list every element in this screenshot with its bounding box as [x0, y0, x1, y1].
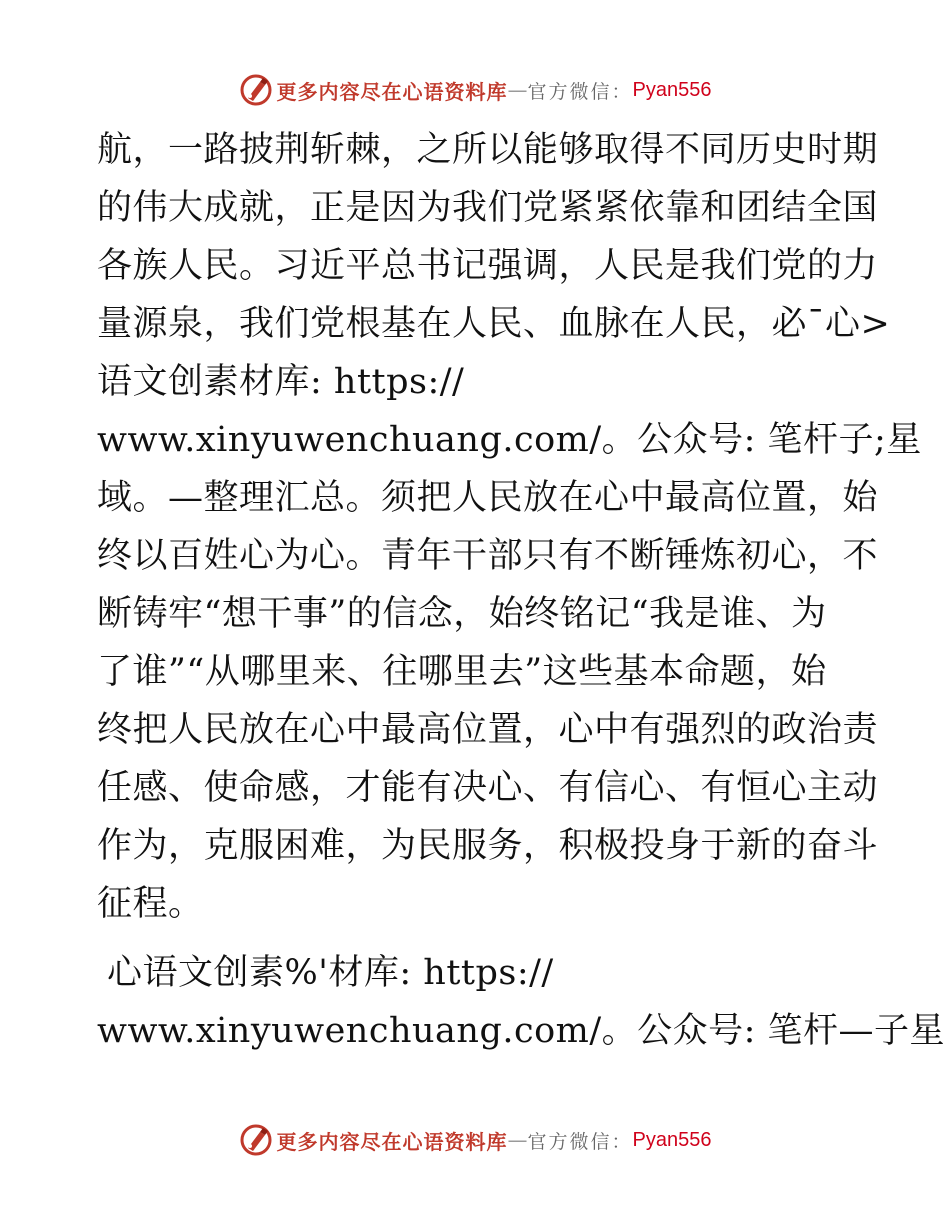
- body-line: 作为，克服困难，为民服务，积极投身于新的奋斗: [97, 826, 879, 866]
- banner-dash: —: [507, 1128, 528, 1152]
- body-line: 征程。: [97, 884, 204, 924]
- pen-logo-icon: [239, 1123, 273, 1157]
- banner-site-text: 更多内容尽在心语资料库: [276, 79, 508, 104]
- footer-watermark-banner: [0, 1120, 950, 1160]
- body-line: 断铸牢“想干事”的信念，始终铭记“我是谁、为: [97, 594, 827, 634]
- body-line: 量源泉，我们党根基在人民、血脉在人民，必¯心>: [97, 304, 891, 344]
- body-line: 终以百姓心为心。青年干部只有不断锤炼初心，不: [97, 536, 879, 576]
- banner-wechat-label: 官方微信：: [527, 1130, 633, 1153]
- body-line: 语文创素材库: https://: [97, 362, 465, 402]
- banner-site-text: 更多内容尽在心语资料库: [276, 1129, 508, 1154]
- banner-dash: —: [507, 78, 528, 102]
- pen-logo-icon: [239, 73, 273, 107]
- footer-source-line: www.xinyuwenchuang.com/。公众号: 笔杆—子星: [97, 1011, 946, 1051]
- body-line: 终把人民放在心中最高位置，心中有强烈的政治责: [97, 710, 879, 750]
- banner-wechat-id: Pyan556: [632, 78, 712, 101]
- body-line: 域。—整理汇总。须把人民放在心中最高位置，始: [97, 478, 879, 518]
- body-line: 的伟大成就，正是因为我们党紧紧依靠和团结全国: [97, 188, 879, 228]
- document-body: [97, 121, 946, 1060]
- body-line: 航，一路披荆斩棘，之所以能够取得不同历史时期: [97, 130, 879, 170]
- banner-wechat-label: 官方微信：: [527, 80, 633, 103]
- banner-wechat-id: Pyan556: [632, 1128, 712, 1151]
- header-watermark-banner: [0, 70, 950, 110]
- footer-source-line: 心语文创素%'材库: https://: [107, 953, 554, 993]
- body-line: 各族人民。习近平总书记强调，人民是我们党的力: [97, 246, 879, 286]
- body-line: www.xinyuwenchuang.com/。公众号: 笔杆子;星: [97, 420, 922, 460]
- paragraph-gap: [97, 933, 857, 944]
- body-line: 任感、使命感，才能有决心、有信心、有恒心主动: [97, 768, 879, 808]
- body-line: 了谁”“从哪里来、往哪里去”这些基本命题，始: [97, 652, 827, 692]
